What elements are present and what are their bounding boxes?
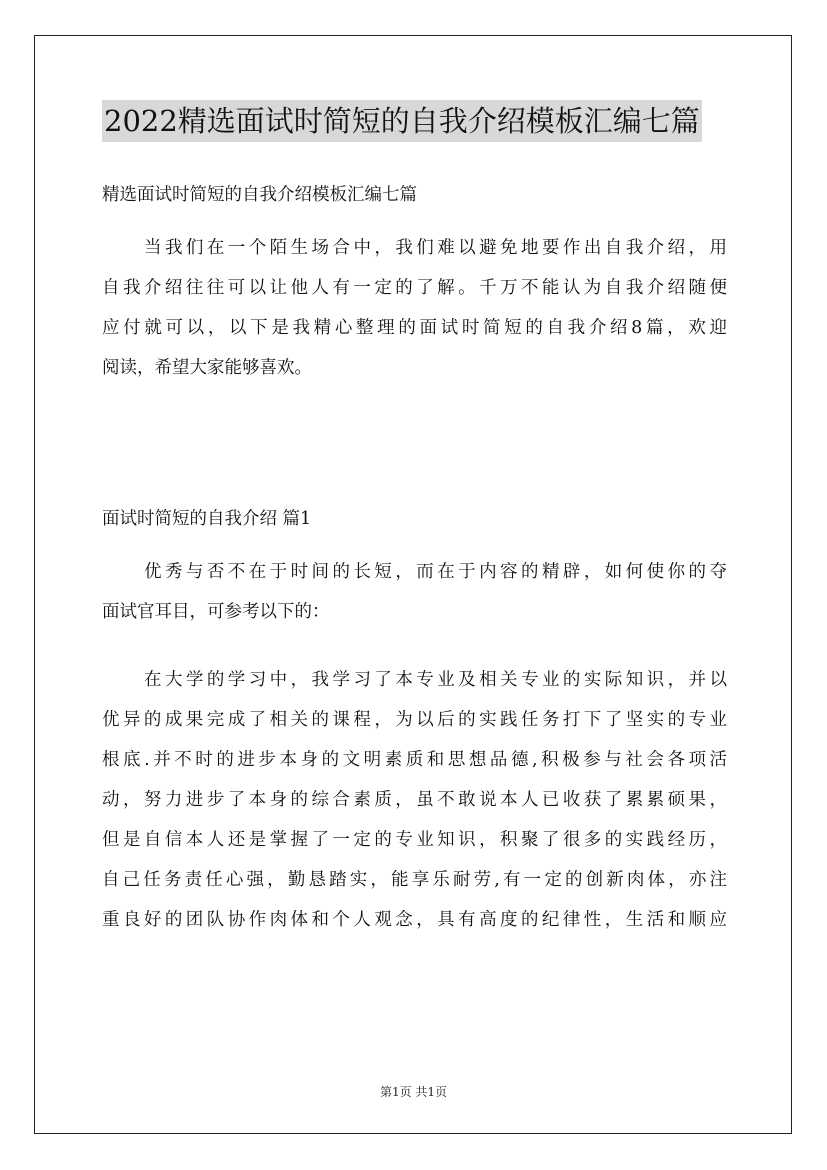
paragraph-line: 重良好的团队协作肉体和个人观念，具有高度的纪律性，生活和顺应 (102, 910, 727, 930)
paragraph-line: 自己任务责任心强，勤恳踏实，能享乐耐劳,有一定的创新肉体，亦注 (102, 870, 727, 890)
intro-line: 应付就可以，以下是我精心整理的面试时简短的自我介绍8篇，欢迎 (102, 318, 727, 338)
paragraph-line: 在大学的学习中，我学习了本专业及相关专业的实际知识，并以 (144, 670, 727, 690)
paragraph-line: 动，努力进步了本身的综合素质，虽不敢说本人已收获了累累硕果， (102, 790, 727, 810)
section-heading: 面试时简短的自我介绍 篇1 (102, 509, 312, 529)
paragraph-line: 面试官耳目，可参考以下的： (102, 602, 330, 622)
intro-line: 自我介绍往往可以让他人有一定的了解。千万不能认为自我介绍随便 (102, 278, 727, 298)
page-number-footer: 第1页 共1页 (379, 1085, 448, 1099)
section1-paragraph-2 (102, 660, 727, 940)
section1-paragraph-1 (102, 552, 727, 632)
intro-paragraph (102, 228, 727, 388)
paragraph-line: 优异的成果完成了相关的课程，为以后的实践任务打下了坚实的专业 (102, 710, 727, 730)
intro-line: 阅读，希望大家能够喜欢。 (102, 358, 312, 378)
paragraph-line: 根底.并不时的进步本身的文明素质和思想品德,积极参与社会各项活 (102, 750, 727, 770)
paragraph-line: 优秀与否不在于时间的长短，而在于内容的精辟，如何使你的夺 (144, 562, 727, 582)
document-title: 2022精选面试时简短的自我介绍模板汇编七篇 (102, 100, 702, 142)
document-subtitle: 精选面试时简短的自我介绍模板汇编七篇 (102, 185, 417, 205)
paragraph-line: 但是自信本人还是掌握了一定的专业知识，积聚了很多的实践经历， (102, 830, 727, 850)
intro-line: 当我们在一个陌生场合中，我们难以避免地要作出自我介绍，用 (144, 238, 727, 258)
